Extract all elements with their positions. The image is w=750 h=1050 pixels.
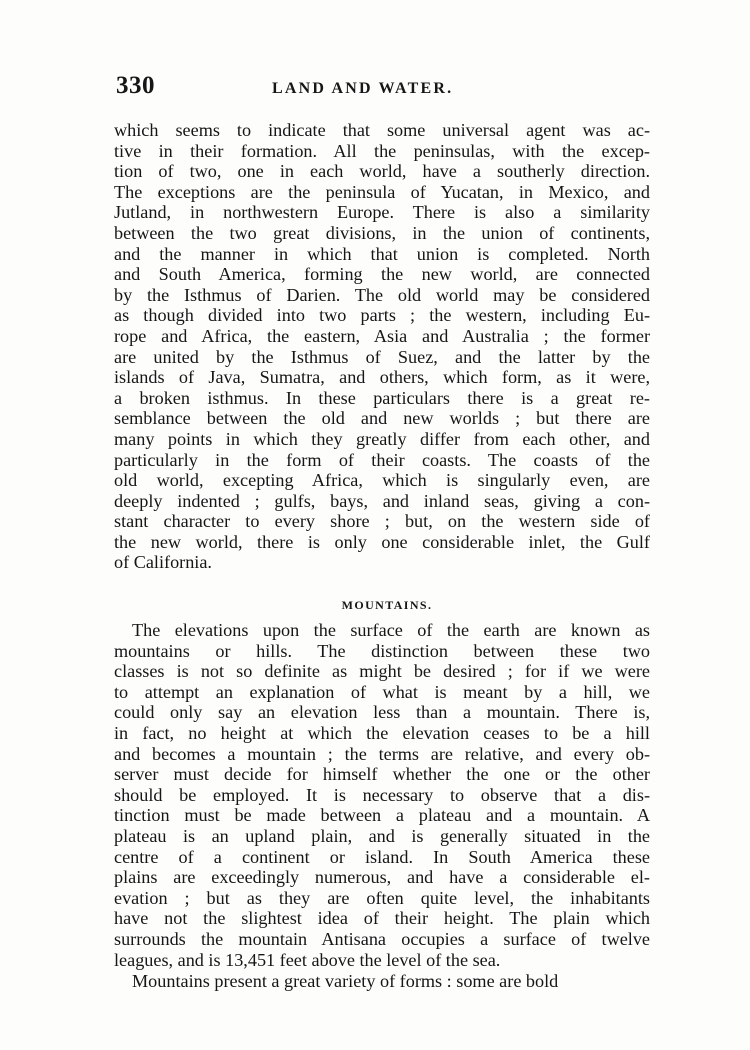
text-line: are united by the Isthmus of Suez, and the latter by the bbox=[114, 346, 650, 367]
text-line: Mountains present a great variety of forms : some are bold bbox=[132, 971, 559, 991]
text-line: by the Isthmus of Darien. The old world may be considered bbox=[114, 284, 650, 305]
text-line: of California. bbox=[114, 552, 212, 573]
paragraph-2 bbox=[114, 620, 650, 970]
text-line: and becomes a mountain ; the terms are relative, and every ob- bbox=[114, 743, 650, 764]
text-line: semblance between the old and new worlds ; but there are bbox=[114, 408, 650, 429]
paragraph-3 bbox=[114, 971, 650, 992]
paragraph-1 bbox=[114, 120, 650, 573]
page-header bbox=[112, 72, 652, 104]
text-line: plateau is an upland plain, and is generally situated in the bbox=[114, 825, 650, 846]
text-line: which seems to indicate that some universal agent was ac- bbox=[114, 120, 650, 140]
text-line: have not the slightest idea of their height. The plain which bbox=[114, 908, 650, 929]
text-line: between the two great divisions, in the union of continents, bbox=[114, 222, 650, 243]
text-line: leagues, and is 13,451 feet above the level of the sea. bbox=[114, 949, 501, 970]
running-title: LAND AND WATER. bbox=[272, 80, 454, 97]
text-line: classes is not so definite as might be desired ; for if we were bbox=[114, 661, 650, 682]
text-line: deeply indented ; gulfs, bays, and inland seas, giving a con- bbox=[114, 490, 650, 511]
text-line: in fact, no height at which the elevation ceases to be a hill bbox=[114, 722, 650, 743]
text-line: stant character to every shore ; but, on the western side of bbox=[114, 511, 650, 532]
text-line: tinction must be made between a plateau and a mountain. A bbox=[114, 805, 650, 826]
text-line: tive in their formation. All the peninsulas, with the excep- bbox=[114, 140, 650, 161]
text-line: and South America, forming the new world, are connected bbox=[114, 264, 650, 285]
page-number: 330 bbox=[116, 72, 155, 99]
text-line: rope and Africa, the eastern, Asia and Australia ; the former bbox=[114, 325, 650, 346]
text-line: as though divided into two parts ; the western, including Eu- bbox=[114, 305, 650, 326]
text-line: Jutland, in northwestern Europe. There is also a similarity bbox=[114, 202, 650, 223]
text-line: plains are exceedingly numerous, and have a considerable el- bbox=[114, 867, 650, 888]
text-line: islands of Java, Sumatra, and others, which form, as it were, bbox=[114, 367, 650, 388]
text-line: The elevations upon the surface of the earth are known as bbox=[132, 620, 650, 640]
section-heading: MOUNTAINS. bbox=[341, 598, 433, 612]
text-line: should be employed. It is necessary to observe that a dis- bbox=[114, 784, 650, 805]
text-line: mountains or hills. The distinction between these two bbox=[114, 640, 650, 661]
text-line: server must decide for himself whether the one or the other bbox=[114, 764, 650, 785]
text-line: many points in which they greatly differ from each other, and bbox=[114, 428, 650, 449]
text-line: centre of a continent or island. In South America these bbox=[114, 846, 650, 867]
text-line: a broken isthmus. In these particulars there is a great re- bbox=[114, 387, 650, 408]
text-line: surrounds the mountain Antisana occupies a surface of twelve bbox=[114, 928, 650, 949]
text-line: particularly in the form of their coasts. The coasts of the bbox=[114, 449, 650, 470]
text-line: The exceptions are the peninsula of Yucatan, in Mexico, and bbox=[114, 181, 650, 202]
text-line: evation ; but as they are often quite level, the inhabitants bbox=[114, 887, 650, 908]
text-line: the new world, there is only one considerable inlet, the Gulf bbox=[114, 531, 650, 552]
text-line: and the manner in which that union is completed. North bbox=[114, 243, 650, 264]
text-line: to attempt an explanation of what is meant by a hill, we bbox=[114, 681, 650, 702]
text-line: tion of two, one in each world, have a southerly direction. bbox=[114, 161, 650, 182]
text-line: could only say an elevation less than a mountain. There is, bbox=[114, 702, 650, 723]
text-line: old world, excepting Africa, which is singularly even, are bbox=[114, 470, 650, 491]
